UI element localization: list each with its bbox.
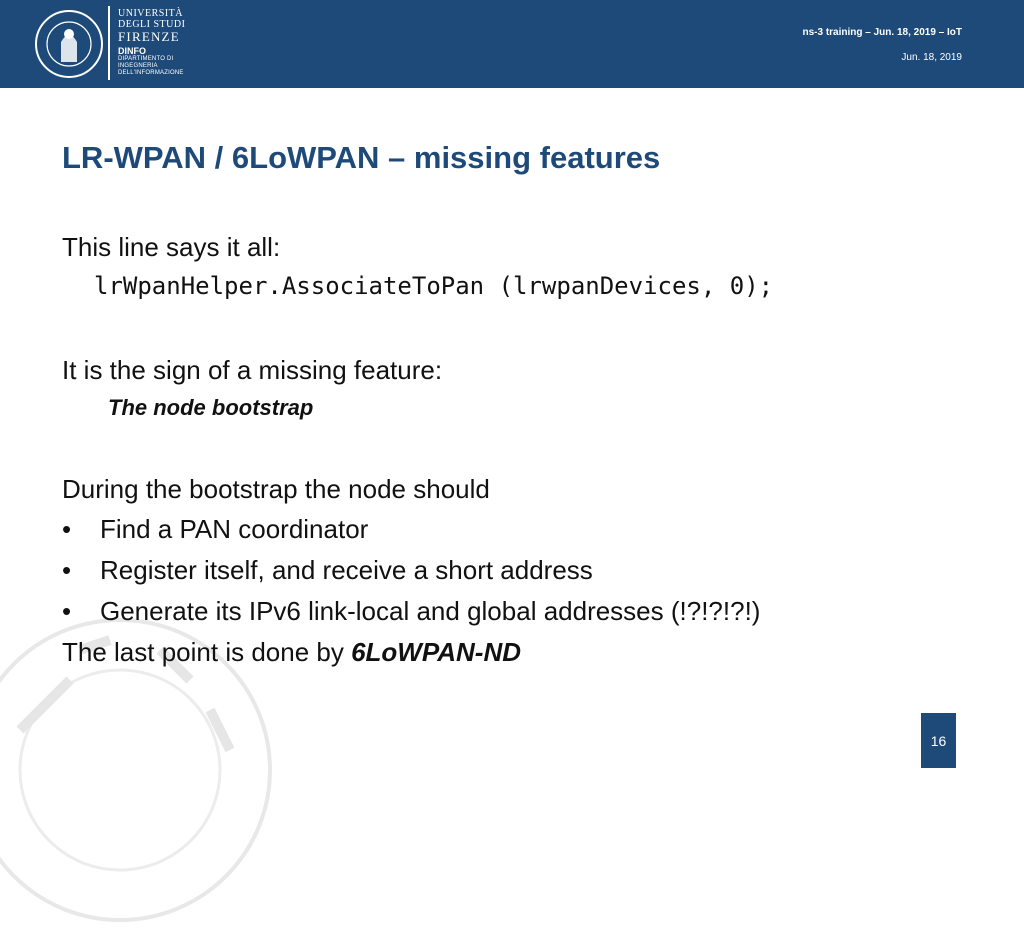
dept-line1: DIPARTIMENTO DI xyxy=(118,56,174,62)
university-line3: FIRENZE xyxy=(118,29,180,44)
header-bar xyxy=(0,0,1024,88)
event-label: ns-3 training – Jun. 18, 2019 – IoT xyxy=(802,27,962,38)
page-number-box xyxy=(921,713,956,768)
bullet-marker: • xyxy=(62,596,72,626)
university-line2: DEGLI STUDI xyxy=(118,19,186,30)
bullet-item: Find a PAN coordinator xyxy=(100,514,369,544)
subheading: The node bootstrap xyxy=(108,395,314,420)
university-name xyxy=(118,8,185,42)
university-line1: UNIVERSITÀ xyxy=(118,8,183,19)
code-snippet: lrWpanHelper.AssociateToPan (lrwpanDevices, 0); xyxy=(94,272,774,300)
slide-title: LR-WPAN / 6LoWPAN – missing features xyxy=(62,140,661,175)
bootstrap-line: During the bootstrap the node should xyxy=(62,474,490,504)
bullet-marker: • xyxy=(62,514,72,544)
bullet-marker: • xyxy=(62,555,72,585)
bullet-item: Register itself, and receive a short address xyxy=(100,555,593,585)
conclusion-line xyxy=(62,637,521,668)
conclusion-prefix: The last point is done by xyxy=(62,637,352,667)
intro-line: This line says it all: xyxy=(62,232,281,262)
bullet-item: Generate its IPv6 link-local and global addresses (!?!?!?!) xyxy=(100,596,761,626)
dept-line2: INGEGNERIA xyxy=(118,63,158,69)
page-number: 16 xyxy=(930,733,947,749)
dept-line3: DELL'INFORMAZIONE xyxy=(118,70,184,76)
university-seal-icon xyxy=(34,8,104,80)
header-date: Jun. 18, 2019 xyxy=(901,52,962,63)
department-label xyxy=(118,47,184,77)
conclusion-emphasis: 6LoWPAN-ND xyxy=(351,637,522,667)
dept-abbr: DINFO xyxy=(118,46,146,56)
header-divider xyxy=(108,6,110,80)
missing-feature-line: It is the sign of a missing feature: xyxy=(62,355,443,385)
